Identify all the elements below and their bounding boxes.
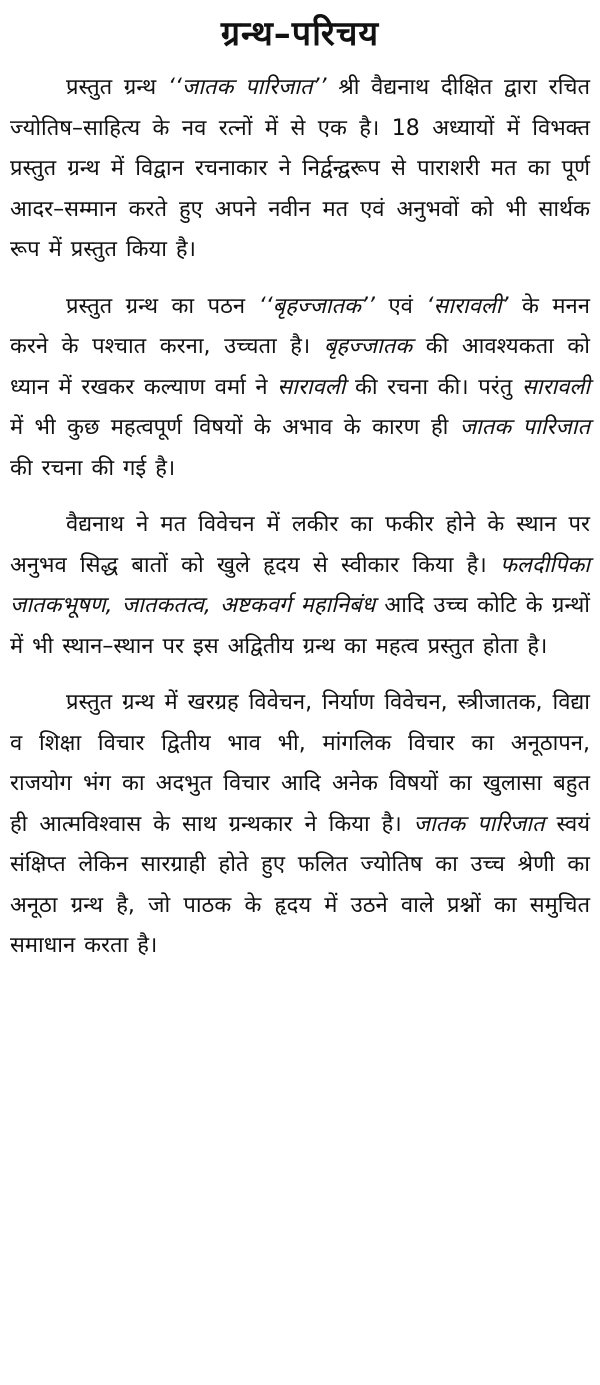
book-title-italic: ‘सारावली’ [426, 293, 509, 319]
paragraph-4 [10, 683, 590, 967]
paragraph-3 [10, 505, 590, 667]
paragraph-2 [10, 287, 590, 490]
paragraph-text: स्वयं संक्षिप्त लेकिन सारग्राही होते हुए फलित ज्योतिष का उच्च श्रेणी का अनूठा ग्रन्थ है, जो पाठक के हृदय में उठने वाले प्रश्नों का समुचित समाधान करता है। [10, 811, 591, 958]
paragraph-text: प्रस्तुत ग्रन्थ में खरग्रह विवेचन, निर्याण विवेचन, स्त्रीजातक, विद्या व शिक्षा विचार द्वितीय भाव भी, मांगलिक विचार का अनूठापन, राजयोग भंग का अदभुत विचार आदि अनेक विषयों का खुलासा बहुत ही आत्मविश्वास के साथ ग्रन्थकार ने किया है। [10, 690, 590, 837]
paragraph-1 [10, 68, 590, 271]
page-title: ग्रन्थ–परिचय [220, 14, 380, 54]
book-title-italic: सारावली [521, 374, 591, 400]
paragraph-text: की आवश्यकता को ध्यान में रखकर कल्याण वर्मा ने [10, 334, 590, 400]
book-title-italic: फलदीपिका जातकभूषण, जातकतत्व, अष्टकवर्ग महानिबंध [10, 552, 590, 618]
paragraph-text: प्रस्तुत ग्रन्थ [66, 75, 168, 100]
paragraph-text: में भी कुछ महत्वपूर्ण विषयों के अभाव के कारण ही [10, 415, 460, 440]
book-title-italic: ‘‘बृहज्जातक’’ [258, 293, 375, 319]
book-title-italic: ‘‘जातक पारिजात’’ [167, 75, 327, 100]
book-title-italic: बृहज्जातक [323, 334, 413, 359]
paragraph-text: की रचना की। परंतु [345, 374, 522, 400]
book-title-italic: जातक पारिजात [413, 811, 545, 837]
paragraph-text: श्री वैद्यनाथ दीक्षित द्वारा रचित ज्योतिष–साहित्य के नव रत्नों में से एक है। 18 अध्यायों में विभक्त प्रस्तुत ग्रन्थ में विद्वान रचनाकार ने निर्द्वन्द्वरूप से पाराशरी मत का पूर्ण आदर–सम्मान करते हुए अपने नवीन मत एवं अनुभवों को भी सार्थक रूप में प्रस्तुत किया है। [10, 75, 590, 262]
paragraph-text: वैद्यनाथ ने मत विवेचन में लकीर का फकीर होने के स्थान पर अनुभव सिद्ध बातों को खुले हृदय से स्वीकार किया है। [10, 512, 590, 578]
paragraph-text: के मनन करने के पश्चात करना, उच्चता है। [10, 293, 590, 359]
paragraph-text: की रचना की गई है। [10, 455, 176, 481]
paragraph-text: आदि उच्च कोटि के ग्रन्थों में भी स्थान–स्थान पर इस अद्वितीय ग्रन्थ का महत्व प्रस्तुत होता है। [10, 593, 590, 659]
paragraph-text: एवं [374, 293, 427, 319]
book-title-italic: सारावली [277, 374, 346, 400]
paragraph-text: प्रस्तुत ग्रन्थ का पठन [66, 293, 259, 319]
book-title-italic: जातक पारिजात [459, 415, 590, 440]
